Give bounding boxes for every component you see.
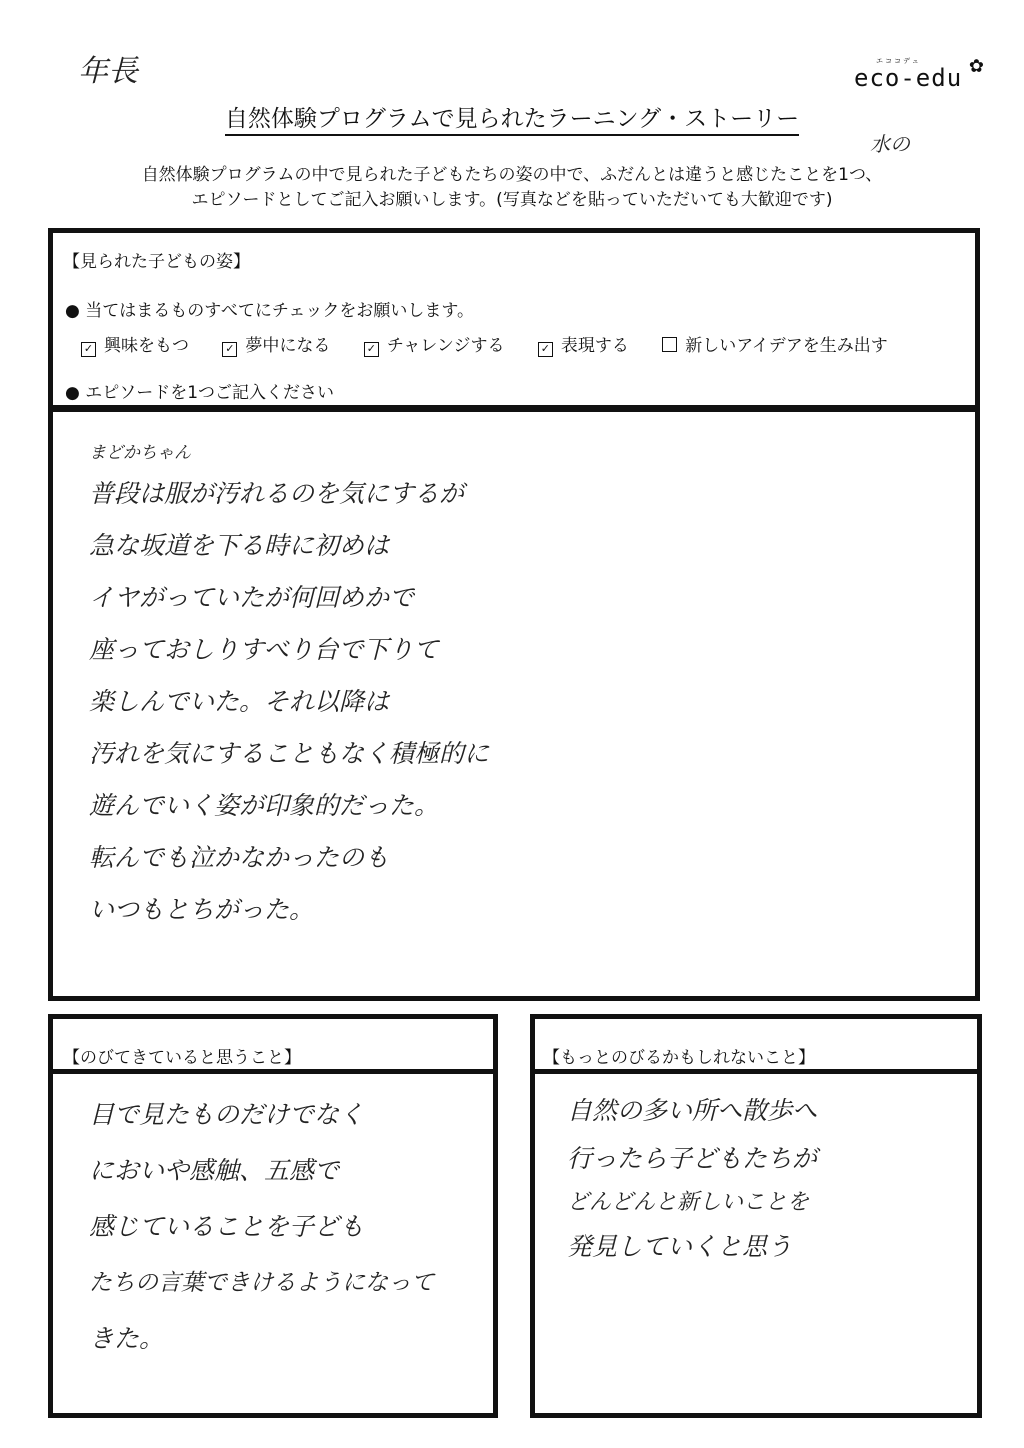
check-item-new-idea[interactable] [662, 331, 887, 356]
episode-line: 転んでも泣かなかったのも [89, 843, 390, 872]
growing-text [89, 1087, 434, 1367]
checkbox-checked[interactable]: ✓ [364, 342, 379, 357]
episode-line: いつもとちがった。 [89, 895, 315, 924]
episode-line: 汚れを気にすることもなく積極的に [89, 739, 490, 768]
episode-box [48, 405, 980, 1001]
episode-line: 楽しんでいた。それ以降は [89, 687, 390, 716]
episode-line: まどかちゃん [89, 443, 191, 463]
intro-text [0, 163, 1024, 213]
episode-line: 遊んでいく姿が印象的だった。 [89, 791, 440, 820]
checkbox-checked[interactable]: ✓ [81, 342, 96, 357]
episode-line: 普段は服が汚れるのを気にするが [89, 479, 465, 508]
potential-line: 自然の多い所へ散歩へ [567, 1096, 818, 1125]
check-item-challenge[interactable] [364, 331, 505, 357]
episode-instruction: ● エピソードを1つご記入ください [65, 383, 335, 403]
logo-text: eco-edu [854, 64, 963, 92]
check-label: 夢中になる [245, 336, 331, 356]
growing-line: たちの言葉できけるようになって [89, 1270, 434, 1296]
intro-line-2: エピソードとしてご記入お願いします。(写真などを貼っていただいても大歓迎です) [191, 190, 833, 210]
check-instruction: ● 当てはまるものすべてにチェックをお願いします。 [65, 301, 475, 321]
page-title-text: 自然体験プログラムで見られたラーニング・ストーリー [225, 106, 799, 136]
check-item-absorbed[interactable] [222, 331, 330, 357]
potential-line: 行ったら子どもたちが [567, 1144, 818, 1173]
flower-icon: ✿ [968, 56, 984, 77]
potential-line: 発見していくと思う [567, 1232, 793, 1261]
checkbox-row [81, 331, 916, 357]
check-item-interest[interactable] [81, 331, 189, 357]
eco-edu-logo [854, 56, 984, 96]
episode-text [89, 438, 489, 936]
potential-box [530, 1014, 982, 1418]
growing-line: においや感触、五感で [89, 1156, 340, 1185]
intro-line-1: 自然体験プログラムの中で見られた子どもたちの姿の中で、ふだんとは違うと感じたことを1つ、 [141, 165, 883, 185]
episode-line: イヤがっていたが何回めかで [89, 583, 415, 612]
potential-header [535, 1019, 977, 1074]
grade-label: 年長 [78, 54, 138, 89]
check-label: チャレンジする [386, 336, 505, 356]
checkbox-unchecked[interactable] [662, 337, 677, 352]
growing-line: きた。 [89, 1324, 165, 1353]
check-label: 表現する [560, 336, 629, 356]
growing-line: 目で見たものだけでなく [89, 1100, 365, 1129]
check-label: 新しいアイデアを生み出す [685, 336, 888, 356]
handwritten-note: 水の [870, 132, 910, 156]
episode-line: 急な坂道を下る時に初めは [89, 531, 390, 560]
checkbox-checked[interactable]: ✓ [222, 342, 237, 357]
growing-section-label: 【のびてきていると思うこと】 [63, 1048, 301, 1068]
episode-line: 座っておしりすべり台で下りて [89, 635, 439, 664]
logo-ruby: エココデュ [876, 57, 921, 65]
potential-line: どんどんと新しいことを [567, 1190, 810, 1215]
observation-section-label: 【見られた子どもの姿】 [63, 252, 250, 272]
potential-section-label: 【もっとのびるかもしれないこと】 [543, 1048, 815, 1068]
potential-text [567, 1087, 817, 1271]
growing-box [48, 1014, 498, 1418]
growing-line: 感じていることを子ども [89, 1212, 365, 1241]
growing-header [53, 1019, 493, 1074]
check-label: 興味をもつ [104, 336, 189, 356]
checkbox-checked[interactable]: ✓ [538, 342, 553, 357]
observation-header-box [48, 228, 980, 412]
check-item-express[interactable] [538, 331, 629, 357]
